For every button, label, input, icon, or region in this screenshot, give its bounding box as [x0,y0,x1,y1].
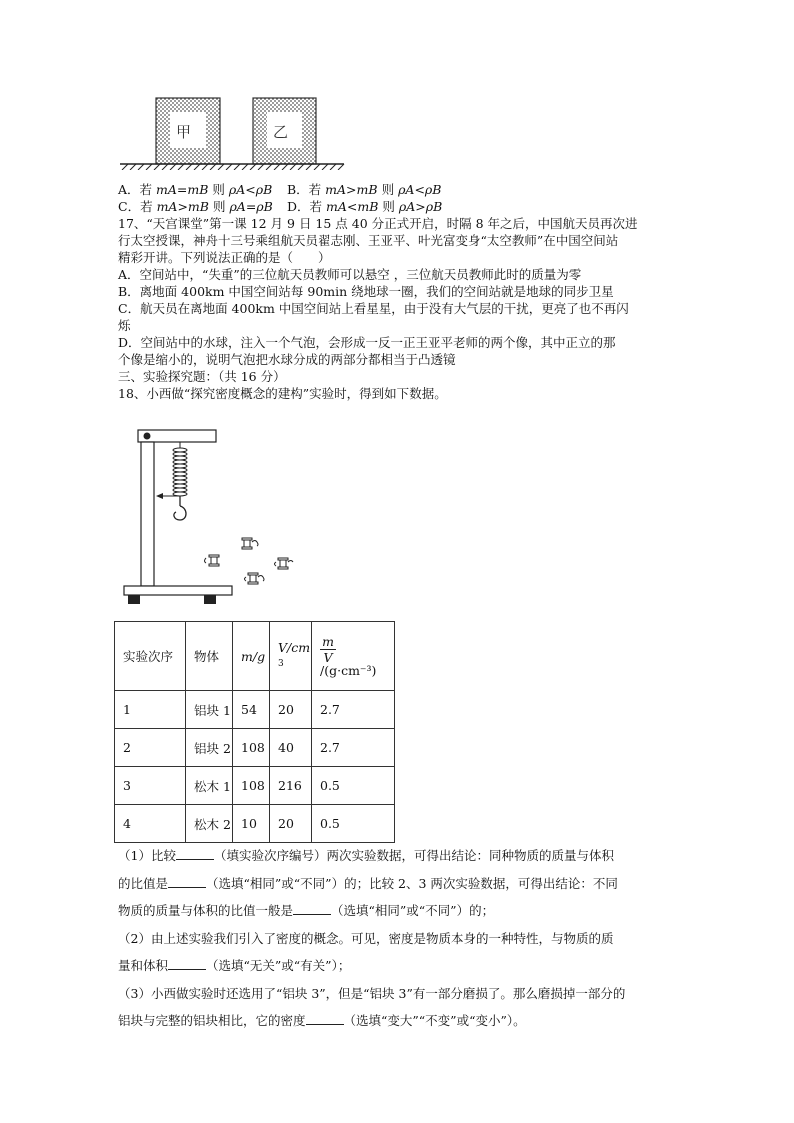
q17-option-c-line2[interactable]: 烁 [118,318,131,333]
header-order: 实验次序 [115,622,186,691]
q17-option-d-line1[interactable]: D．空间站中的水球，注入一个气泡，会形成一反一正王亚平老师的两个像，其中正立的那 [118,335,616,350]
q17-option-a[interactable]: A．空间站中，“失重”的三位航天员教师可以悬空 ，三位航天员教师此时的质量为零 [118,267,582,282]
q17-stem-line3: 精彩开讲。下列说法正确的是（ ） [118,250,331,265]
block-a-label: 甲 [176,123,192,141]
q18-part1-line3: 物质的质量与体积的比值一般是 （选填“相同”或“不同”）的； [118,903,495,918]
q18-part1-line2: 的比值是 （选填“相同”或“不同”）的；比较 2、3 两次实验数据，可得出结论：不同 [118,876,618,891]
table-row: 4 松木 2 10 20 0.5 [115,805,395,843]
data-table [114,621,395,843]
q18-part2-line1: （2）由上述实验我们引入了密度的概念。可见，密度是物质本身的一种特性，与物质的质 [118,931,614,946]
block-b-label: 乙 [273,123,289,141]
q17-option-d-line2[interactable]: 个像是缩小的，说明气泡把水球分成的两部分都相当于凸透镜 [118,352,456,367]
header-ratio: m V /(g·cm⁻³) [312,622,395,691]
answer-blank-1[interactable] [176,847,214,860]
q18-part3-line2: 铝块与完整的铝块相比，它的密度 （选填“变大”“不变”或“变小”）。 [118,1013,526,1028]
table-row: 1 铝块 1 54 20 2.7 [115,691,395,729]
section-heading: 三、实验探究题：（共 16 分） [118,369,286,384]
header-object: 物体 [186,622,233,691]
header-mass: m/g [233,622,270,691]
answer-blank-5[interactable] [306,1012,344,1025]
q18-part2-line2: 量和体积 （选填“无关”或“有关”）； [118,958,351,973]
q18-intro: 18、小西做“探究密度概念的建构”实验时，得到如下数据。 [118,386,447,401]
q17-stem-line2: 行太空授课，神舟十三号乘组航天员翟志刚、王亚平、叶光富变身“太空教师”在中国空间站 [118,233,619,248]
header-volume: V/cm 3 [270,622,312,691]
ground-line [120,164,344,170]
answer-blank-3[interactable] [293,902,331,915]
blocks-figure [118,92,348,170]
table-row: 2 铝块 2 108 40 2.7 [115,729,395,767]
table-header-row [115,622,395,691]
q18-part1-line1: （1）比较 （填实验次序编号）两次实验数据，可得出结论：同种物质的质量与体积 [118,848,614,863]
q16-option-b[interactable]: B．若 mA>mB 则 ρA<ρB [287,182,442,197]
answer-blank-4[interactable] [168,957,206,970]
spring-stand-figure [118,426,298,612]
q17-option-b[interactable]: B．离地面 400km 中国空间站每 90min 绕地球一圈，我们的空间站就是地球的同步卫星 [118,284,614,299]
q16-option-c[interactable]: C．若 mA>mB 则 ρA=ρB [118,199,273,214]
answer-blank-2[interactable] [168,875,206,888]
q16-option-a[interactable]: A．若 mA=mB 则 ρA<ρB [118,182,273,197]
q17-option-c-line1[interactable]: C．航天员在离地面 400km 中国空间站上看星星，由于没有大气层的干扰，更亮了也不再闪 [118,301,629,316]
q17-stem-line1: 17、“天宫课堂”第一课 12 月 9 日 15 点 40 分正式开启，时隔 8 年之后，中国航天员再次进 [118,216,638,231]
table-row: 3 松木 1 108 216 0.5 [115,767,395,805]
q16-option-d[interactable]: D．若 mA<mB 则 ρA>ρB [287,199,443,214]
q18-part3-line1: （3）小西做实验时还选用了“铝块 3”，但是“铝块 3”有一部分磨损了。那么磨损掉一部分的 [118,986,626,1001]
